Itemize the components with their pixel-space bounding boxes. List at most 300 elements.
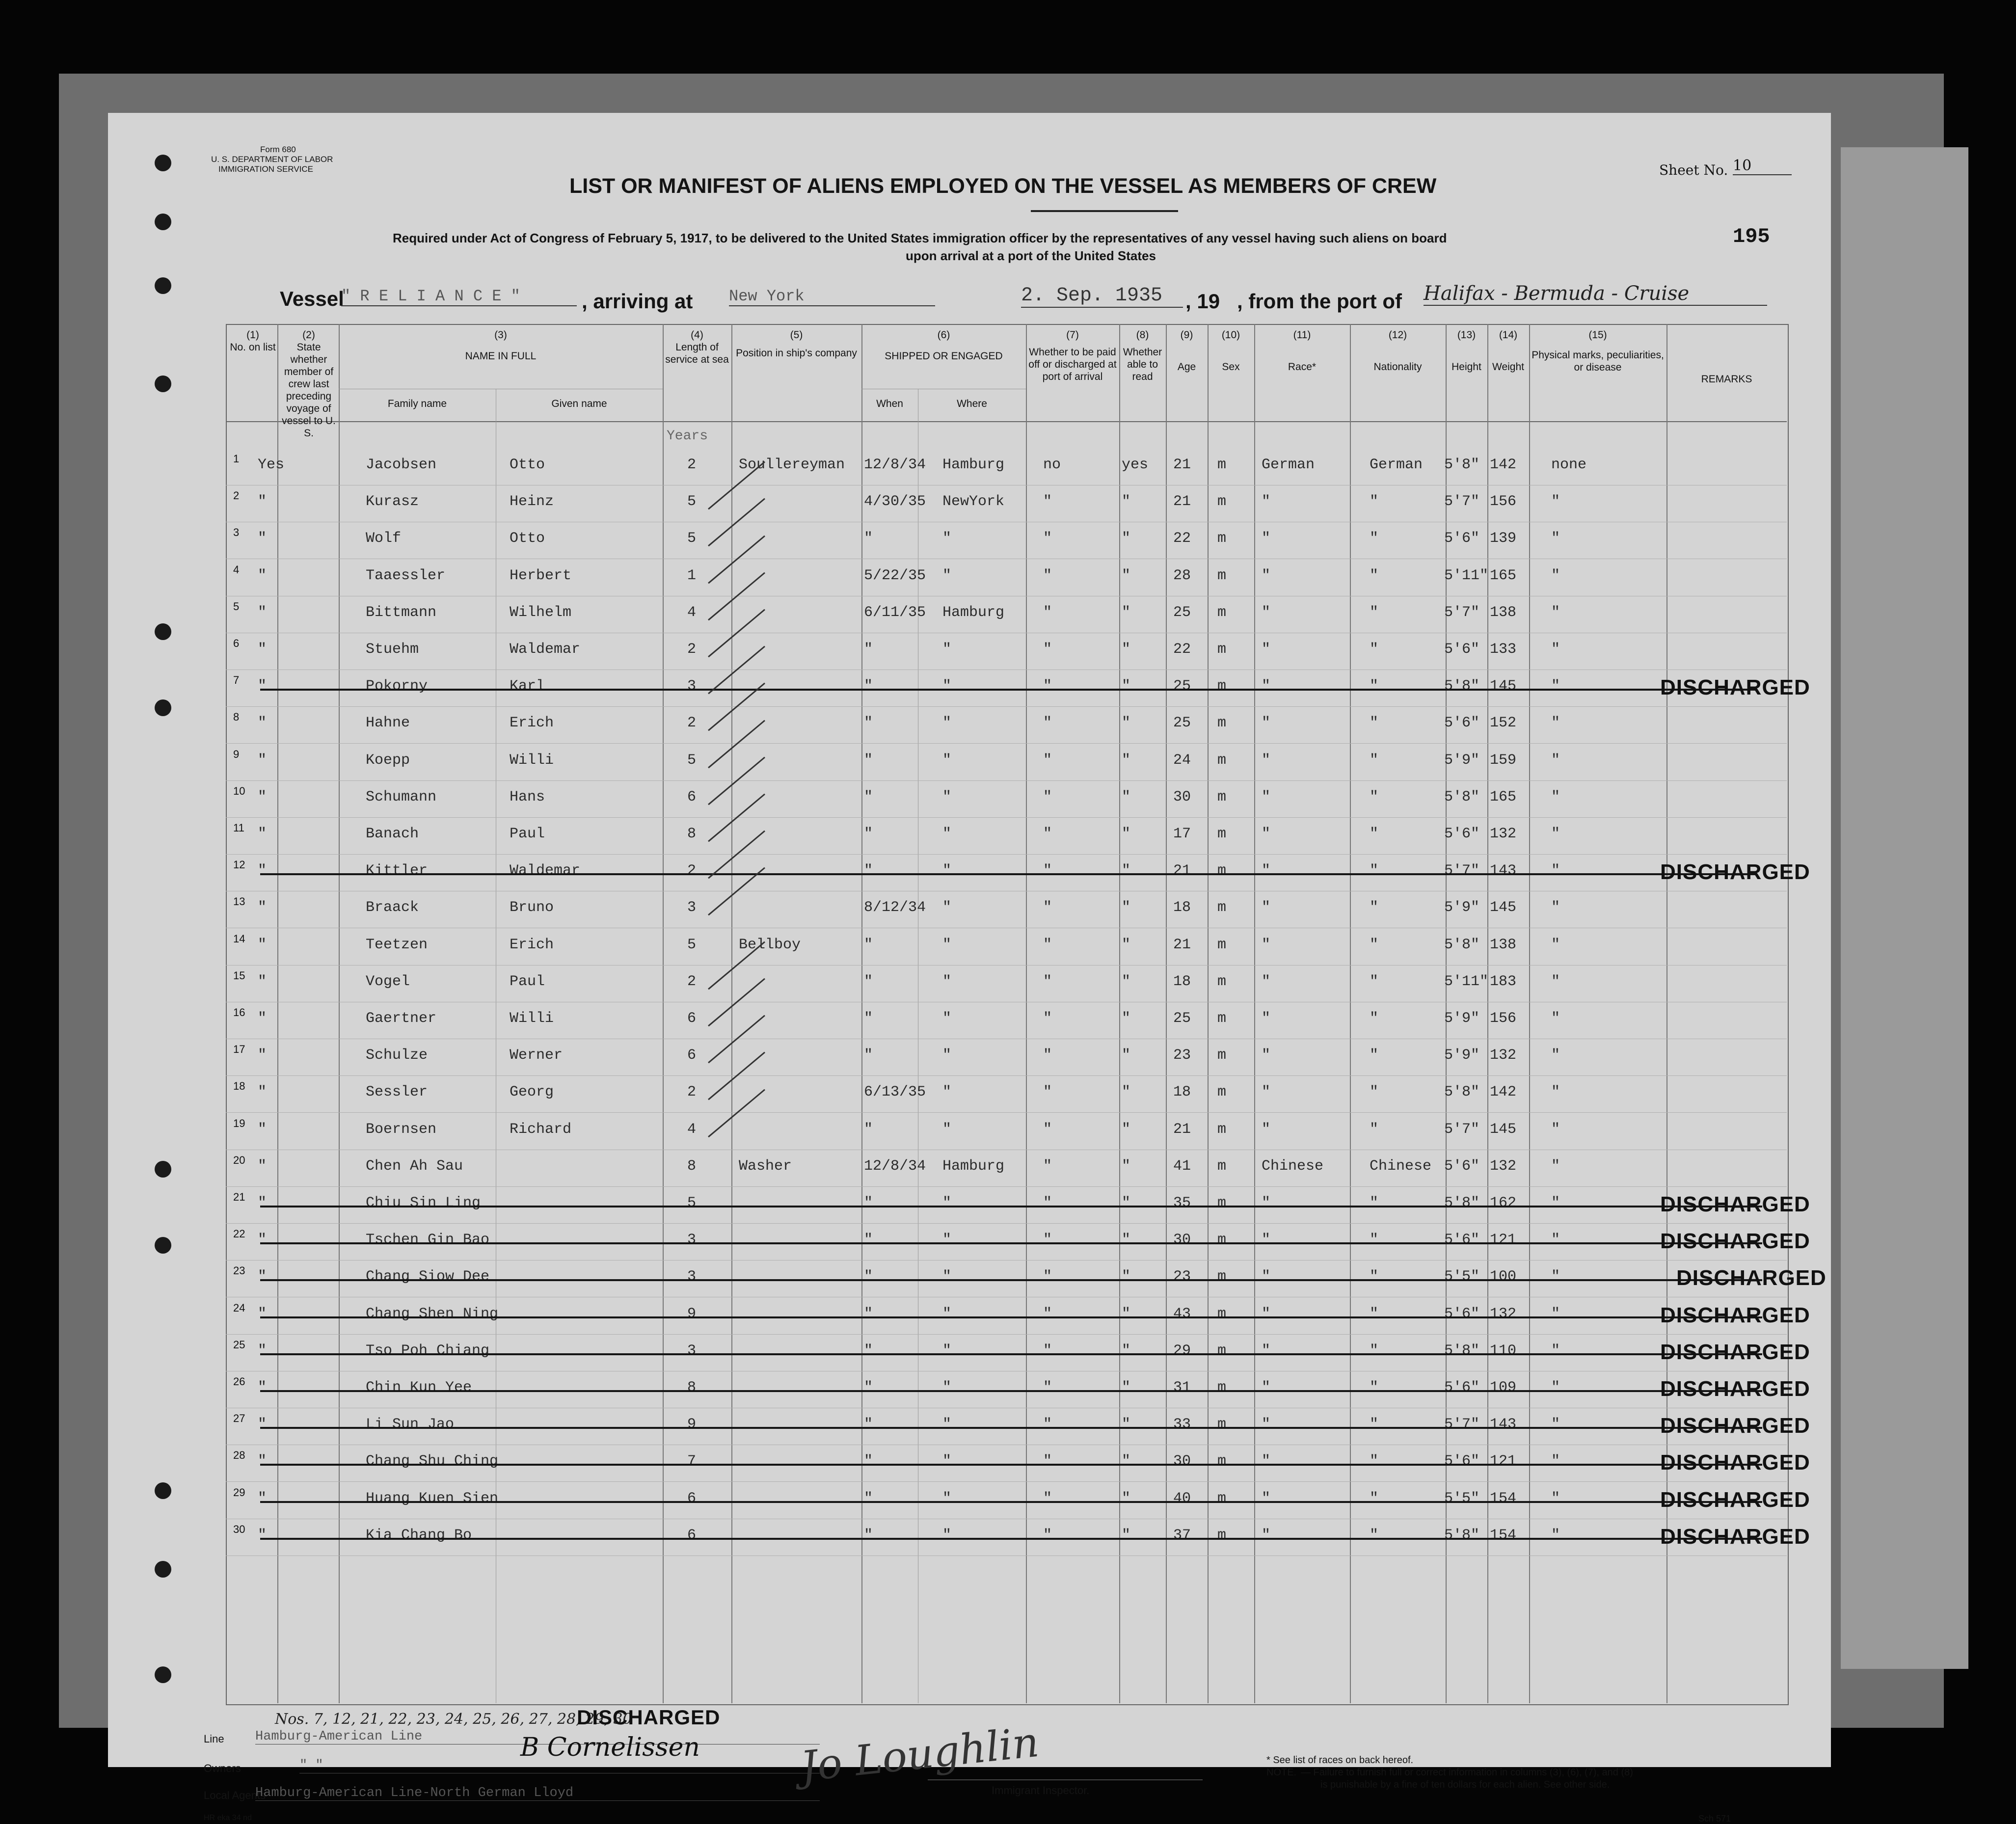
note-text: — Failure to furnish full or correct information in columns (3), (6), (7), and (8) [1301,1767,1633,1778]
cell-age: 33 [1173,1416,1191,1433]
cell-previous-voyage: " [258,788,267,805]
cell-height: 5'8" [1444,1195,1480,1211]
cell-sex: m [1217,641,1227,658]
cell-row-number: 12 [233,858,245,871]
cell-weight: 121 [1490,1232,1517,1249]
cell-nationality: " [1370,1305,1379,1322]
cell-paid-off: " [1043,1416,1052,1433]
cell-family-name: Chang Siow Dee [366,1268,490,1286]
cell-height: 5'9" [1444,1047,1480,1064]
cell-shipped-where: " [942,826,952,842]
col-4-header: (4) Length of service at sea [665,329,729,365]
cell-physical-marks: " [1551,862,1560,880]
cell-paid-off: " [1043,1268,1052,1286]
strike-through-line [260,1206,1762,1207]
cell-able-to-read: " [1122,899,1131,916]
arriving-label: , arriving at [582,290,693,313]
cell-shipped-where: " [942,567,952,584]
remarks-header: REMARKS [1701,374,1752,385]
cell-shipped-when: " [864,862,873,880]
row-rule [226,706,1787,707]
cell-shipped-where: Hamburg [942,604,1005,621]
cell-service-years: 3 [687,899,697,916]
cell-previous-voyage: " [258,1527,267,1544]
cell-physical-marks: " [1551,1305,1560,1322]
binder-hole [155,1482,171,1499]
cell-row-number: 25 [233,1338,245,1351]
cell-sex: m [1217,678,1227,695]
strike-through-line [260,873,1757,875]
cell-shipped-when: " [864,1379,873,1396]
cell-able-to-read: " [1122,936,1131,953]
form-title: LIST OR MANIFEST OF ALIENS EMPLOYED ON THE VESSEL AS MEMBERS OF CREW [569,174,1437,198]
cell-weight: 143 [1490,862,1517,880]
cell-race: " [1262,1527,1271,1544]
cell-family-name: Sessler [366,1084,428,1101]
cell-height: 5'6" [1444,1232,1480,1249]
cell-height: 5'7" [1444,493,1480,510]
cell-paid-off: " [1043,862,1052,880]
cell-physical-marks: " [1551,788,1560,805]
cell-shipped-when: " [864,751,873,769]
cell-able-to-read: " [1122,1232,1131,1249]
cell-previous-voyage: " [258,567,267,584]
cell-family-name: Wolf [366,530,402,547]
cell-row-number: 2 [233,489,240,502]
schedule-number: Sch 571 [1698,1814,1731,1824]
binder-hole [155,214,171,230]
cell-physical-marks: " [1551,1379,1560,1396]
cell-family-name: Chiu Sin Ling [366,1195,481,1211]
cell-height: 5'8" [1444,936,1480,953]
cell-shipped-where: " [942,715,952,732]
col-2-header: (2) State whether member of crew last preceding voyage of vessel to U. S. [282,329,336,439]
cell-row-number: 18 [233,1080,245,1093]
cell-weight: 154 [1490,1527,1517,1544]
department-label: U. S. DEPARTMENT OF LABOR [211,155,333,164]
cell-family-name: Chin Kun Yee [366,1379,472,1396]
cell-nationality: " [1370,678,1379,695]
cell-age: 41 [1173,1157,1191,1175]
binder-hole [155,699,171,716]
cell-family-name: Bittmann [366,604,437,621]
cell-shipped-when: " [864,973,873,990]
cell-physical-marks: " [1551,567,1560,584]
cell-paid-off: " [1043,1305,1052,1322]
cell-able-to-read: " [1122,678,1131,695]
cell-height: 5'8" [1444,456,1480,473]
cell-service-years: 6 [687,788,697,805]
inspector-signature-line [928,1779,1203,1780]
cell-sex: m [1217,862,1227,880]
col-14-header: (14) Weight [1492,329,1524,373]
cell-race: Chinese [1262,1157,1324,1175]
cell-race: " [1262,1195,1271,1211]
cell-shipped-when: " [864,530,873,547]
cell-paid-off: " [1043,1047,1052,1064]
sheet-label: Sheet No. [1659,162,1728,178]
cell-sex: m [1217,567,1227,584]
cell-physical-marks: " [1551,1121,1560,1138]
row-rule [226,817,1787,818]
cell-row-number: 9 [233,748,240,760]
cell-race: German [1262,456,1315,473]
cell-family-name: Kurasz [366,493,419,510]
col-8-header: (8) Whether able to read [1123,329,1162,382]
cell-shipped-where: Hamburg [942,456,1005,473]
cell-shipped-when: " [864,1010,873,1027]
cell-paid-off: " [1043,1121,1052,1138]
cell-shipped-where: " [942,1195,952,1211]
cell-height: 5'11" [1444,567,1489,584]
cell-given-name: Herbert [510,567,572,584]
strike-through-line [260,1316,1762,1318]
cell-row-number: 14 [233,932,245,945]
cell-sex: m [1217,1305,1227,1322]
cell-given-name: Hans [510,788,545,805]
cell-able-to-read: " [1122,1527,1131,1544]
background-paper-edge [1841,147,1968,1669]
cell-shipped-when: " [864,936,873,953]
cell-sex: m [1217,715,1227,732]
cell-shipped-where: " [942,1121,952,1138]
cell-race: " [1262,1232,1271,1249]
cell-height: 5'6" [1444,1157,1480,1175]
cell-sex: m [1217,788,1227,805]
cell-height: 5'6" [1444,530,1480,547]
cell-physical-marks: " [1551,1047,1560,1064]
cell-height: 5'7" [1444,1121,1480,1138]
cell-shipped-where: " [942,1268,952,1286]
cell-paid-off: " [1043,1490,1052,1507]
cell-race: " [1262,1121,1271,1138]
cell-service-years: 2 [687,973,697,990]
cell-given-name: Willi [510,751,554,769]
cell-age: 25 [1173,1010,1191,1027]
cell-service-years: 5 [687,936,697,953]
cell-shipped-where: " [942,899,952,916]
cell-able-to-read: " [1122,862,1131,880]
cell-able-to-read: " [1122,1453,1131,1470]
cell-shipped-when: " [864,1047,873,1064]
strike-through-line [260,1279,1762,1281]
cell-service-years: 6 [687,1010,697,1027]
cell-age: 35 [1173,1195,1191,1211]
cell-height: 5'5" [1444,1490,1480,1507]
cell-family-name: Chang Shen Ning [366,1305,499,1322]
cell-physical-marks: " [1551,530,1560,547]
cell-race: " [1262,1490,1271,1507]
binder-hole [155,277,171,294]
cell-row-number: 23 [233,1264,245,1277]
cell-previous-voyage: " [258,678,267,695]
cell-shipped-where: " [942,973,952,990]
cell-sex: m [1217,1268,1227,1286]
cell-shipped-where: " [942,862,952,880]
cell-shipped-where: " [942,1527,952,1544]
cell-physical-marks: " [1551,936,1560,953]
cell-service-years: 3 [687,678,697,695]
cell-family-name: Vogel [366,973,410,990]
cell-height: 5'6" [1444,1305,1480,1322]
note-label: NOTE. [1266,1767,1297,1778]
cell-physical-marks: " [1551,604,1560,621]
cell-paid-off: " [1043,1084,1052,1101]
cell-age: 28 [1173,567,1191,584]
cell-nationality: " [1370,1047,1379,1064]
cell-age: 30 [1173,1232,1191,1249]
cell-age: 18 [1173,899,1191,916]
cell-sex: m [1217,1232,1227,1249]
cell-height: 5'7" [1444,862,1480,880]
cell-row-number: 1 [233,453,240,465]
cell-paid-off: " [1043,1010,1052,1027]
cell-given-name: Richard [510,1121,572,1138]
cell-able-to-read: " [1122,1195,1131,1211]
cell-physical-marks: " [1551,678,1560,695]
cell-age: 31 [1173,1379,1191,1396]
cell-sex: m [1217,1379,1227,1396]
cell-race: " [1262,715,1271,732]
cell-shipped-when: 5/22/35 [864,567,926,584]
cell-family-name: Huang Kuen Sien [366,1490,499,1507]
cell-height: 5'8" [1444,678,1480,695]
cell-family-name: Banach [366,826,419,842]
cell-weight: 132 [1490,1157,1517,1175]
cell-sex: m [1217,1453,1227,1470]
cell-service-years: 3 [687,1342,697,1359]
cell-shipped-where: " [942,1453,952,1470]
cell-age: 21 [1173,1121,1191,1138]
binder-hole [155,376,171,392]
cell-nationality: " [1370,1121,1379,1138]
cell-previous-voyage: " [258,1305,267,1322]
cell-family-name: Boernsen [366,1121,437,1138]
cell-shipped-when: " [864,1490,873,1507]
cell-shipped-when: 8/12/34 [864,899,926,916]
cell-physical-marks: " [1551,1416,1560,1433]
cell-nationality: " [1370,862,1379,880]
cell-age: 22 [1173,530,1191,547]
cell-age: 21 [1173,862,1191,880]
cell-sex: m [1217,1490,1227,1507]
cell-previous-voyage: " [258,862,267,880]
cell-weight: 154 [1490,1490,1517,1507]
cell-service-years: 9 [687,1416,697,1433]
cell-given-name: Karl [510,678,545,695]
cell-shipped-where: " [942,751,952,769]
col-9-header: (9) Age [1177,329,1196,373]
cell-row-number: 19 [233,1117,245,1129]
strike-through-line [260,1353,1762,1355]
binder-hole [155,623,171,640]
cell-sex: m [1217,604,1227,621]
cell-nationality: " [1370,1453,1379,1470]
cell-given-name: Paul [510,826,545,842]
cell-family-name: Taaessler [366,567,446,584]
cell-weight: 139 [1490,530,1517,547]
row-rule [226,743,1787,744]
cell-shipped-where: Hamburg [942,1157,1005,1175]
cell-race: " [1262,493,1271,510]
form-subtitle: Required under Act of Congress of February 5, 1917, to be delivered to the United States immigration officer by the representatives of any vessel having such aliens on board [393,231,1447,245]
cell-nationality: " [1370,826,1379,842]
cell-physical-marks: " [1551,751,1560,769]
cell-nationality: " [1370,1268,1379,1286]
cell-previous-voyage: " [258,1268,267,1286]
cell-shipped-where: " [942,1305,952,1322]
cell-shipped-where: " [942,1010,952,1027]
cell-weight: 162 [1490,1195,1517,1211]
cell-weight: 132 [1490,1047,1517,1064]
cell-age: 23 [1173,1047,1191,1064]
cell-able-to-read: " [1122,567,1131,584]
cell-service-years: 6 [687,1527,697,1544]
cell-paid-off: " [1043,1195,1052,1211]
cell-shipped-where: " [942,1379,952,1396]
cell-family-name: Gaertner [366,1010,437,1027]
cell-shipped-where: " [942,788,952,805]
col-3-header: (3) NAME IN FULL [465,329,537,362]
cell-nationality: " [1370,530,1379,547]
cell-previous-voyage: " [258,1121,267,1138]
col-6-header: (6) SHIPPED OR ENGAGED [885,329,1003,362]
cell-age: 22 [1173,641,1191,658]
cell-paid-off: " [1043,678,1052,695]
cell-age: 21 [1173,493,1191,510]
cell-nationality: " [1370,1342,1379,1359]
col-11-header: (11) Race* [1288,329,1317,373]
cell-service-years: 2 [687,456,697,473]
cell-height: 5'6" [1444,826,1480,842]
cell-row-number: 5 [233,600,240,613]
binder-hole [155,1666,171,1683]
cell-service-years: 6 [687,1047,697,1064]
cell-service-years: 5 [687,751,697,769]
cell-shipped-when: 12/8/34 [864,456,926,473]
cell-given-name: Willi [510,1010,554,1027]
owners-value: " " [299,1758,820,1773]
cell-physical-marks: " [1551,641,1560,658]
cell-weight: 138 [1490,604,1517,621]
cell-race: " [1262,1379,1271,1396]
cell-sex: m [1217,751,1227,769]
discharged-stamp: DISCHARGED [1660,1192,1810,1216]
cell-shipped-where: NewYork [942,493,1005,510]
cell-able-to-read: " [1122,1121,1131,1138]
cell-previous-voyage: " [258,493,267,510]
cell-able-to-read: " [1122,973,1131,990]
cell-row-number: 20 [233,1153,245,1166]
cell-nationality: " [1370,1195,1379,1211]
cell-age: 18 [1173,1084,1191,1101]
cell-family-name: Tschen Gin Bao [366,1232,490,1249]
cell-previous-voyage: " [258,899,267,916]
vessel-name: " R E L I A N C E " [341,287,577,306]
col-13-header: (13) Height [1452,329,1481,373]
row-rule [226,780,1787,781]
cell-race: " [1262,1305,1271,1322]
cell-able-to-read: " [1122,1416,1131,1433]
local-agents-label: Local Agents [204,1789,266,1801]
cell-weight: 121 [1490,1453,1517,1470]
cell-physical-marks: " [1551,1084,1560,1101]
discharged-stamp: DISCHARGED [1660,675,1810,700]
cell-sex: m [1217,1416,1227,1433]
cell-physical-marks: " [1551,1268,1560,1286]
cell-race: " [1262,899,1271,916]
cell-nationality: " [1370,788,1379,805]
cell-nationality: " [1370,1527,1379,1544]
cell-paid-off: " [1043,973,1052,990]
cell-race: " [1262,1342,1271,1359]
cell-row-number: 27 [233,1412,245,1425]
cell-able-to-read: " [1122,493,1131,510]
cell-age: 23 [1173,1268,1191,1286]
cell-physical-marks: none [1551,456,1587,473]
cell-paid-off: " [1043,604,1052,621]
line-label: Line [204,1733,224,1745]
title-rule [1031,210,1178,212]
cell-previous-voyage: " [258,604,267,621]
form-code: HR eka 34 nd [204,1814,252,1822]
cell-shipped-where: " [942,936,952,953]
cell-able-to-read: " [1122,1084,1131,1101]
cell-weight: 156 [1490,1010,1517,1027]
cell-shipped-when: " [864,1268,873,1286]
cell-able-to-read: " [1122,1342,1131,1359]
cell-service-years: 2 [687,1084,697,1101]
binder-hole [155,1561,171,1578]
cell-paid-off: " [1043,493,1052,510]
cell-age: 29 [1173,1342,1191,1359]
cell-paid-off: " [1043,641,1052,658]
cell-height: 5'5" [1444,1268,1480,1286]
cell-service-years: 8 [687,826,697,842]
cell-age: 17 [1173,826,1191,842]
cell-previous-voyage: " [258,973,267,990]
cell-given-name: Werner [510,1047,563,1064]
cell-weight: 110 [1490,1342,1517,1359]
vessel-label: Vessel [280,287,344,310]
cell-given-name: Heinz [510,493,554,510]
cell-service-years: 2 [687,641,697,658]
cell-able-to-read: " [1122,1157,1131,1175]
service-label: IMMIGRATION SERVICE [218,164,314,174]
cell-height: 5'8" [1444,1084,1480,1101]
cell-able-to-read: " [1122,641,1131,658]
col-15-header: (15) Physical marks, peculiarities, or disease [1532,329,1664,373]
cell-shipped-where: " [942,1232,952,1249]
cell-age: 25 [1173,604,1191,621]
cell-age: 30 [1173,788,1191,805]
cell-age: 37 [1173,1527,1191,1544]
cell-shipped-when: 12/8/34 [864,1157,926,1175]
cell-shipped-when: " [864,1121,873,1138]
cell-race: " [1262,530,1271,547]
cell-service-years: 2 [687,715,697,732]
cell-race: " [1262,678,1271,695]
cell-sex: m [1217,1342,1227,1359]
cell-family-name: Braack [366,899,419,916]
cell-previous-voyage: " [258,1232,267,1249]
cell-physical-marks: " [1551,1490,1560,1507]
cell-shipped-where: " [942,530,952,547]
cell-position: Washer [739,1157,792,1175]
cell-previous-voyage: " [258,1379,267,1396]
header-bottom-rule [226,421,1787,422]
cell-previous-voyage: " [258,1084,267,1101]
